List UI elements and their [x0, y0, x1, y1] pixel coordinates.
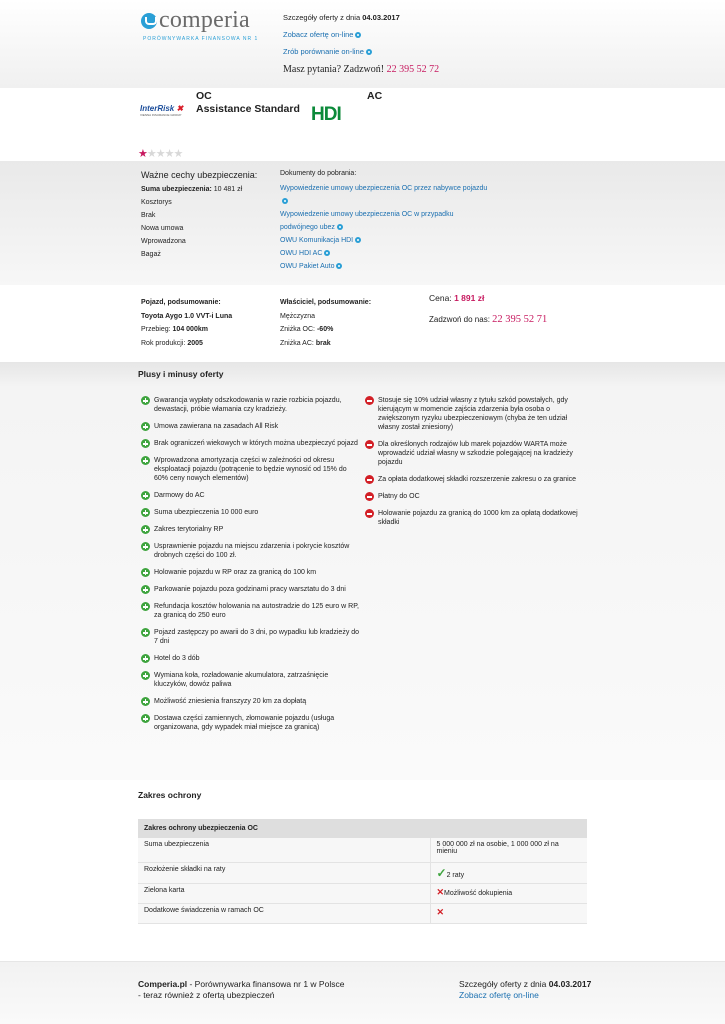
document-link-text[interactable]: Wypowiedzenie umowy ubezpieczenia OC w przypadku — [280, 211, 454, 218]
plus-icon — [141, 542, 150, 551]
comperia-logo-icon — [141, 13, 157, 29]
owner-gender: Mężczyzna — [280, 312, 316, 320]
coverage-label: Zielona karta — [138, 883, 430, 903]
oc-discount-value: -60% — [316, 326, 334, 333]
oc-discount-label: Zniżka OC: — [280, 326, 316, 333]
con-item — [365, 396, 585, 432]
pro-text: Refundacja kosztów holowania na autostradzie do 125 euro w RP, za granicą do 250 euro — [154, 603, 359, 619]
document-link[interactable] — [280, 260, 510, 273]
con-text: Stosuje się 10% udział własny z tytułu szkód powstałych, gdy kierującym w momencie zajścia zdarzenia była osoba o zwiększonym ryzyku ubezpieczeniowym (chyba że ten udział własny został zniesiony) — [378, 397, 568, 431]
coverage-label: Rozłożenie składki na raty — [138, 862, 430, 883]
price-label: Cena: — [429, 293, 452, 303]
pro-text: Suma ubezpieczenia 10 000 euro — [154, 509, 259, 516]
mileage-label: Przebieg: — [141, 326, 171, 333]
coverage-table-header: Zakres ochrony ubezpieczenia OC — [138, 819, 587, 838]
con-item — [365, 475, 585, 484]
pros-cons-title: Plusy i minusy oferty — [138, 369, 224, 379]
star-icon: ★ — [138, 148, 147, 160]
document-link[interactable] — [280, 247, 510, 260]
comperia-logo[interactable] — [141, 7, 271, 47]
plus-icon — [141, 654, 150, 663]
logo-text: comperia — [159, 7, 250, 33]
pro-text: Darmowy do AC — [154, 492, 205, 499]
pro-item — [141, 396, 361, 414]
feature-item: Kosztorys — [141, 199, 172, 206]
owner-summary — [280, 296, 371, 350]
document-link[interactable] — [280, 195, 510, 208]
footer-line1: - Porównywarka finansowa nr 1 w Polsce — [187, 979, 345, 989]
features-title: Ważne cechy ubezpieczenia: — [141, 170, 258, 180]
info-icon — [355, 237, 361, 243]
document-link-text[interactable]: OWU Pakiet Auto — [280, 263, 335, 270]
pro-text: Pojazd zastępczy po awarii do 3 dni, po wypadku lub kradzieży do 7 dni — [154, 629, 360, 645]
plus-icon — [141, 422, 150, 431]
page-footer — [0, 961, 725, 1024]
offer-date-line — [283, 13, 439, 22]
document-link[interactable] — [280, 208, 510, 221]
pro-item — [141, 542, 361, 560]
plus-icon — [141, 697, 150, 706]
minus-icon — [365, 475, 374, 484]
plus-icon — [141, 439, 150, 448]
document-link-text[interactable]: OWU HDI AC — [280, 250, 323, 257]
coverage-label: Dodatkowe świadczenia w ramach OC — [138, 903, 430, 923]
con-item — [365, 509, 585, 527]
coverage-row — [138, 883, 587, 903]
info-icon — [337, 224, 343, 230]
con-text: Za opłata dodatkowej składki rozszerzenie zakresu o za granice — [378, 476, 577, 483]
pro-item — [141, 654, 361, 663]
pro-text: Parkowanie pojazdu poza godzinami pracy warsztatu do 3 dni — [154, 586, 346, 593]
sum-insured-line — [141, 183, 257, 196]
pro-text: Dostawa części zamiennych, złomowanie pojazdu (usługa organizowana, gdy wypadek miał miejsce za granicą) — [154, 715, 335, 731]
pro-item — [141, 697, 361, 706]
offer-date: 04.03.2017 — [362, 13, 400, 22]
year-label: Rok produkcji: — [141, 339, 186, 347]
footer-date-prefix: Szczegóły oferty z dnia — [459, 979, 547, 989]
coverage-value-text: 5 000 000 zł na osobie, 1 000 000 zł na mieniu — [436, 841, 559, 855]
check-icon: ✓ — [436, 865, 447, 880]
mileage-value: 104 000km — [172, 326, 208, 333]
star-icon: ★ — [173, 148, 183, 160]
ac-discount-value: brak — [315, 339, 331, 347]
feature-item: Bagaż — [141, 251, 161, 258]
pro-item — [141, 585, 361, 594]
online-link-line — [283, 30, 439, 39]
coverage-label: Suma ubezpieczenia — [138, 838, 430, 862]
con-text: Dla określonych rodzajów lub marek pojazdów WARTA może wprowadzić udział własny w szkodzie polegającej na kradzieży pojazdu — [378, 441, 573, 466]
footer-date: 04.03.2017 — [548, 979, 592, 989]
call-phone[interactable]: 22 395 52 71 — [492, 314, 548, 325]
interrisk-mark-icon: ✖ — [176, 104, 184, 113]
minus-icon — [365, 492, 374, 501]
question-text: Masz pytania? Zadzwoń! — [283, 64, 385, 75]
pro-item — [141, 508, 361, 517]
sum-insured-value: 10 481 zł — [213, 186, 243, 193]
vehicle-name: Toyota Aygo 1.0 VVT-i Luna — [141, 312, 233, 320]
document-link-text[interactable]: podwójnego ubez — [280, 224, 335, 231]
pro-text: Możliwość zniesienia franszyzy 20 km za dopłatą — [154, 698, 307, 705]
ac-discount-label: Zniżka AC: — [280, 339, 314, 347]
call-us — [429, 314, 547, 325]
minus-icon — [365, 509, 374, 518]
con-item — [365, 492, 585, 501]
star-icon: ★ — [155, 148, 165, 160]
info-icon — [366, 49, 372, 55]
footer-online-link[interactable]: Zobacz ofertę on-line — [459, 990, 539, 1000]
document-link[interactable] — [280, 234, 510, 247]
hdi-logo: HDI — [311, 104, 341, 125]
document-link[interactable] — [280, 182, 510, 195]
footer-brand-block — [138, 979, 344, 1001]
interrisk-logo-text: InterRisk — [140, 104, 175, 113]
documents-list — [280, 170, 510, 273]
documents-title: Dokumenty do pobrania: — [280, 170, 357, 177]
feature-item: Wprowadzona — [141, 238, 186, 245]
product-ac-label: AC — [367, 90, 383, 102]
pro-text: Gwarancja wypłaty odszkodowania w razie rozbicia pojazdu, dewastacji, próbie włamania czy kradzieży. — [154, 397, 342, 413]
interrisk-logo — [140, 104, 190, 124]
feature-item: Nowa umowa — [141, 225, 184, 232]
compare-online-link[interactable]: Zrób porównanie on-line — [283, 47, 364, 56]
plus-icon — [141, 671, 150, 680]
interrisk-logo-sub: VIENNA INSURANCE GROUP — [140, 113, 182, 117]
minus-icon — [365, 440, 374, 449]
con-item — [365, 440, 585, 467]
product-name-line2: Assistance Standard — [196, 103, 300, 115]
pro-item — [141, 568, 361, 577]
plus-icon — [141, 628, 150, 637]
phone-line — [283, 64, 439, 75]
cross-icon: ✕ — [436, 906, 445, 917]
plus-icon — [141, 525, 150, 534]
pro-item — [141, 439, 361, 448]
pro-item — [141, 628, 361, 646]
rating-stars — [138, 147, 182, 160]
pro-text: Umowa zawierana na zasadach All Risk — [154, 423, 279, 430]
pro-text: Usprawnienie pojazdu na miejscu zdarzenia i pokrycie kosztów drobnych części do 100 zł. — [154, 543, 350, 559]
offer-date-prefix: Szczegóły oferty z dnia — [283, 13, 361, 22]
coverage-row — [138, 903, 587, 923]
pro-text: Holowanie pojazdu w RP oraz za granicą do 100 km — [154, 569, 317, 576]
plus-icon — [141, 714, 150, 723]
product-name-line1: OC — [196, 90, 212, 102]
pro-text: Brak ograniczeń wiekowych w których można ubezpieczyć pojazd — [154, 440, 358, 447]
plus-icon — [141, 568, 150, 577]
pro-text: Zakres terytorialny RP — [154, 526, 224, 533]
coverage-value — [430, 903, 587, 923]
cons-list — [365, 396, 585, 535]
coverage-value-text: 2 raty — [446, 871, 465, 879]
coverage-value — [430, 838, 587, 862]
price-value: 1 891 zł — [454, 293, 485, 303]
minus-icon — [365, 396, 374, 405]
header-phone[interactable]: 22 395 52 72 — [386, 64, 440, 75]
document-link-text[interactable]: Wypowiedzenie umowy ubezpieczenia OC przez nabywce pojazdu — [280, 185, 488, 192]
pro-text: Wprowadzona amortyzacja części w zależności od okresu eksploatacji pojazdu (potrącenie to będzie wynosić od 15% do 60% ceny nowych elementów) — [154, 457, 347, 482]
pro-item — [141, 456, 361, 483]
feature-item: Brak — [141, 212, 156, 219]
header-info — [283, 13, 439, 75]
product-name — [196, 90, 300, 116]
sum-insured-label: Suma ubezpieczenia: — [141, 186, 212, 193]
compare-link-line — [283, 47, 439, 56]
coverage-value — [430, 883, 587, 903]
info-icon — [355, 32, 361, 38]
document-link-text[interactable]: OWU Komunikacja HDI — [280, 237, 354, 244]
pro-item — [141, 491, 361, 500]
coverage-row — [138, 862, 587, 883]
pro-item — [141, 714, 361, 732]
vehicle-title: Pojazd, podsumowanie: — [141, 299, 221, 306]
plus-icon — [141, 456, 150, 465]
plus-icon — [141, 396, 150, 405]
info-icon — [336, 263, 342, 269]
coverage-table — [138, 819, 587, 924]
coverage-value-text: Możliwość dokupienia — [444, 889, 513, 897]
star-icon: ★ — [164, 148, 174, 160]
view-online-link[interactable]: Zobacz ofertę on-line — [283, 30, 354, 39]
plus-icon — [141, 602, 150, 611]
coverage-value — [430, 862, 587, 883]
coverage-row — [138, 838, 587, 862]
con-text: Holowanie pojazdu za granicą do 1000 km za opłatą dodatkowej składki — [378, 510, 578, 526]
plus-icon — [141, 508, 150, 517]
pro-item — [141, 671, 361, 689]
logo-tagline: PORÓWNYWARKA FINANSOWA NR 1 — [143, 36, 259, 42]
plus-icon — [141, 491, 150, 500]
coverage-title: Zakres ochrony — [138, 790, 202, 800]
pros-cons-band — [0, 362, 725, 780]
info-icon — [324, 250, 330, 256]
document-link[interactable] — [280, 221, 510, 234]
pro-item — [141, 525, 361, 534]
star-icon: ★ — [146, 148, 156, 160]
plus-icon — [141, 585, 150, 594]
pros-list — [141, 396, 361, 740]
cross-icon: ✕ — [436, 886, 445, 897]
price — [429, 293, 484, 303]
con-text: Płatny do OC — [378, 493, 420, 500]
pro-item — [141, 422, 361, 431]
info-icon — [282, 198, 288, 204]
owner-title: Właściciel, podsumowanie: — [280, 299, 372, 306]
footer-offer-block — [459, 979, 591, 1001]
footer-brand[interactable]: Comperia.pl — [138, 979, 188, 989]
footer-line2: - teraz również z ofertą ubezpieczeń — [138, 990, 275, 1000]
vehicle-summary — [141, 296, 232, 350]
pro-text: Hotel do 3 dób — [154, 655, 200, 662]
pro-item — [141, 602, 361, 620]
features-list — [141, 170, 257, 261]
call-label: Zadzwoń do nas: — [429, 315, 490, 324]
year-value: 2005 — [187, 339, 203, 347]
pro-text: Wymiana koła, rozładowanie akumulatora, zatrzaśnięcie kluczyków, dowóz paliwa — [154, 672, 329, 688]
